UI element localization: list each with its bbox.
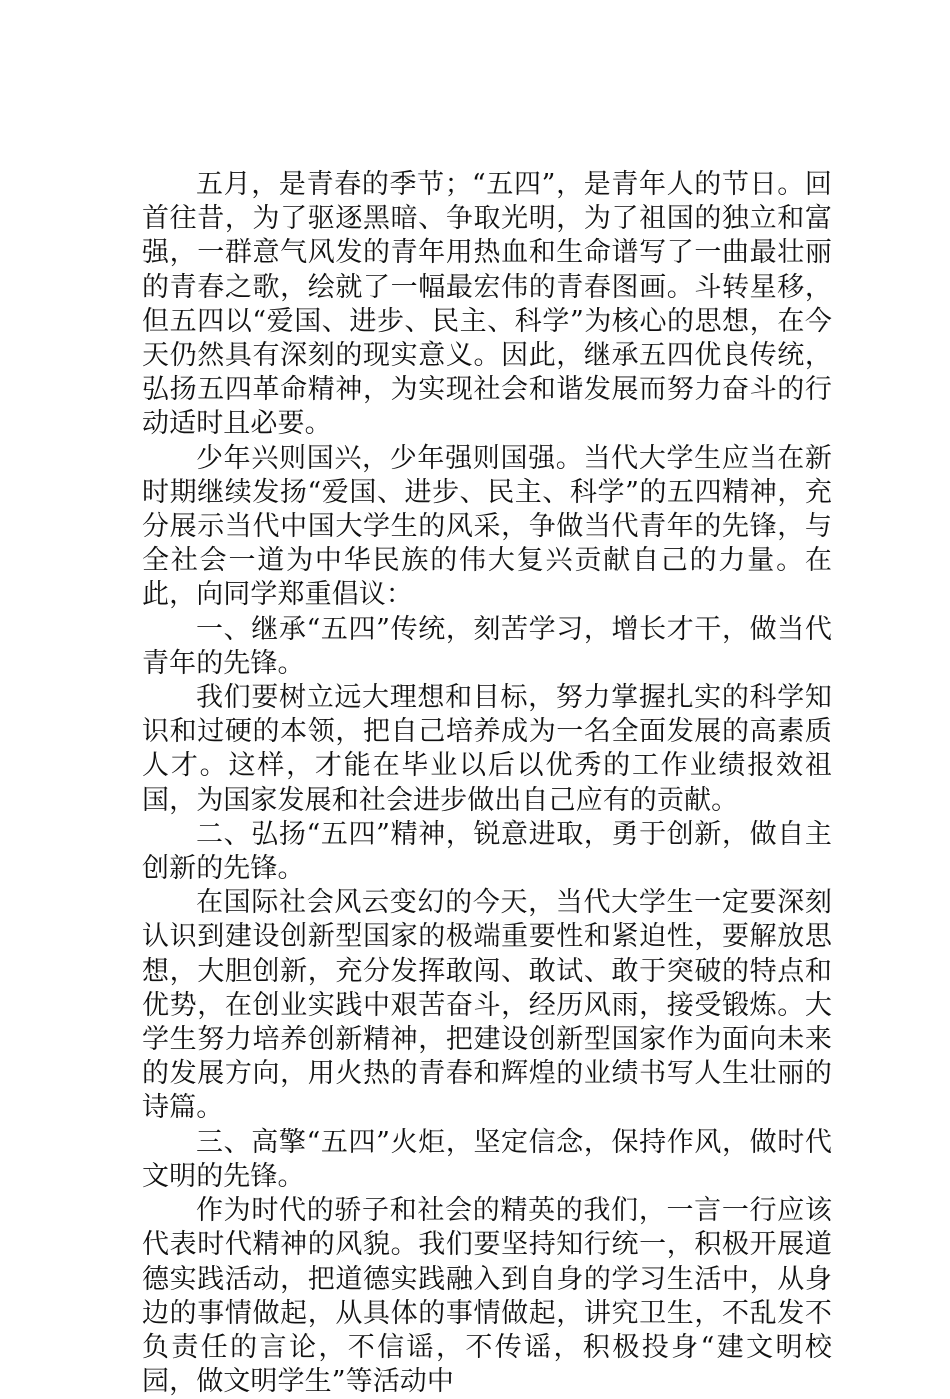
paragraph-intro: 五月，是青春的季节；“五四”，是青年人的节日。回首往昔，为了驱逐黑暗、争取光明，为了祖国的独立和富强，一群意气风发的青年用热血和生命谱写了一曲最壮丽的青春之歌，绘就了一幅最宏伟的青春图画。斗转星移，但五四以“爱国、进步、民主、科学”为核心的思想，在今天仍然具有深刻的现实意义。因此，继承五四优良传统，弘扬五四革命精神，为实现社会和谐发展而努力奋斗的行动适时且必要。 xyxy=(142,169,832,440)
heading-point-three: 三、高擎“五四”火炬，坚定信念，保持作风，做时代文明的先锋。 xyxy=(142,1126,832,1192)
paragraph-point-three: 作为时代的骄子和社会的精英的我们，一言一行应该代表时代精神的风貌。我们要坚持知行统一，积极开展道德实践活动，把道德实践融入到自身的学习生活中，从身边的事情做起，从具体的事情做起，讲究卫生，不乱发不负责任的言论，不信谣，不传谣，积极投身“建文明校园，做文明学生”等活动中 xyxy=(142,1195,832,1398)
heading-point-one: 一、继承“五四”传统，刻苦学习，增长才干，做当代青年的先锋。 xyxy=(142,613,832,679)
paragraph-point-two: 在国际社会风云变幻的今天，当代大学生一定要深刻认识到建设创新型国家的极端重要性和紧迫性，要解放思想，大胆创新，充分发挥敢闯、敢试、敢于突破的特点和优势，在创业实践中艰苦奋斗，经历风雨，接受锻炼。大学生努力培养创新精神，把建设创新型国家作为面向未来的发展方向，用火热的青春和辉煌的业绩书写人生壮丽的诗篇。 xyxy=(142,887,832,1124)
paragraph-appeal: 少年兴则国兴，少年强则国强。当代大学生应当在新时期继续发扬“爱国、进步、民主、科学”的五四精神，充分展示当代中国大学生的风采，争做当代青年的先锋，与全社会一道为中华民族的伟大复兴贡献自己的力量。在此，向同学郑重倡议： xyxy=(142,442,832,611)
heading-point-two: 二、弘扬“五四”精神，锐意进取，勇于创新，做自主创新的先锋。 xyxy=(142,818,832,885)
paragraph-point-one: 我们要树立远大理想和目标，努力掌握扎实的科学知识和过硬的本领，把自己培养成为一名全面发展的高素质人才。这样，才能在毕业以后以优秀的工作业绩报效祖国，为国家发展和社会进步做出自己应有的贡献。 xyxy=(142,682,832,816)
document-body xyxy=(142,168,832,1399)
